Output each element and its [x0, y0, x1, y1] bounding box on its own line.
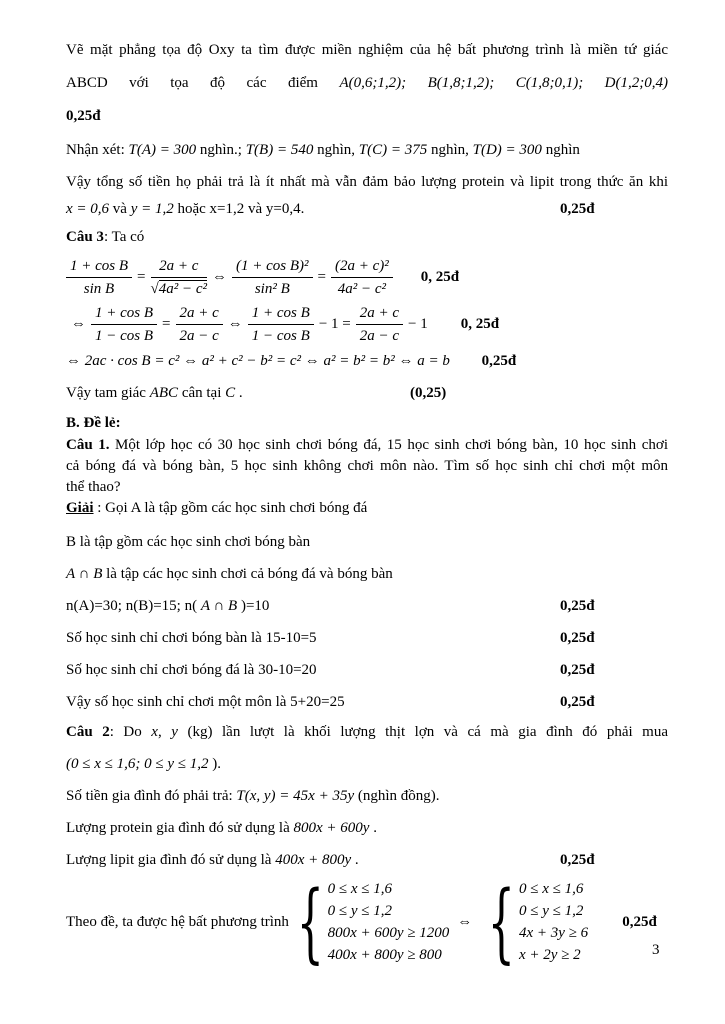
- text-segment: y = 1,2: [130, 201, 174, 217]
- radical-sign: √: [150, 281, 159, 297]
- text-segment: .: [351, 852, 359, 868]
- text-segment: y: [171, 724, 178, 740]
- fraction-numerator: 1 + cos B: [248, 304, 314, 325]
- cau1-bongda-line: [66, 660, 668, 680]
- inequality-line: 800x + 600y ≥ 1200: [327, 925, 450, 941]
- text-segment: cả bóng đá và bóng bàn, 5 học sinh không chơi môn nào. Tìm số học sinh chỉ chơi một môn: [66, 458, 668, 474]
- text-segment: là tập các học sinh chơi cả bóng đá và bóng bàn: [102, 566, 393, 582]
- text-segment: ⇔: [301, 353, 324, 369]
- cau2-line2: [66, 754, 668, 774]
- inequality-line: 0 ≤ y ≤ 1,2: [519, 903, 584, 919]
- text-segment: T(C) = 375: [358, 142, 428, 158]
- score-badge: 0, 25đ: [420, 269, 460, 285]
- fraction: [66, 257, 132, 298]
- inequality-line: 4x + 3y ≥ 6: [519, 925, 589, 941]
- system-right: [486, 872, 589, 973]
- cau1-counts-line: [66, 596, 668, 616]
- text-segment: n(A)=30; n(B)=15; n(: [66, 598, 201, 614]
- theode-label: Theo đề, ta được hệ bất phương trình: [66, 914, 289, 930]
- text-segment: Câu 1.: [66, 437, 110, 453]
- cau1-line3: [66, 477, 668, 498]
- fraction-numerator: 2a + c: [356, 304, 403, 325]
- score-badge: 0,25đ: [560, 201, 595, 217]
- score-badge: 0,25đ: [66, 108, 101, 124]
- text-segment: ⇔: [179, 353, 202, 369]
- inequality-line: 0 ≤ y ≤ 1,2: [327, 903, 392, 919]
- system-left-lines: [328, 880, 450, 965]
- cau3-row3-expression: [66, 353, 450, 369]
- score-badge: 0,25đ: [560, 630, 595, 646]
- fraction-numerator: (1 + cos B)²: [232, 257, 313, 278]
- cau3-equation-row3: [66, 351, 668, 371]
- fraction-numerator: 2a + c: [176, 304, 223, 325]
- text-segment: nghìn: [541, 142, 580, 158]
- cau3-conclusion-text: [66, 385, 243, 401]
- cau1-motmon-line: [66, 692, 668, 712]
- cau1-set-anb-line: [66, 564, 668, 584]
- vay-tong-line1: [66, 172, 668, 192]
- text-segment: ).: [208, 756, 221, 772]
- score-badge: 0,25đ: [622, 914, 657, 930]
- text-segment: C: [225, 385, 236, 401]
- inequality-line: 0 ≤ x ≤ 1,6: [327, 881, 392, 897]
- text-segment: ABCD với tọa độ các điểm: [66, 75, 340, 91]
- fraction: [248, 304, 314, 345]
- system-right-lines: [519, 880, 588, 965]
- inequality-line: x + 2y ≥ 2: [519, 947, 581, 963]
- score-badge: 0,25đ: [560, 662, 595, 678]
- text-segment: và: [109, 201, 131, 217]
- text-segment: Vẽ mặt phẳng tọa độ Oxy ta tìm được miền nghiệm của hệ bất phương trình là miền tứ giác: [66, 42, 668, 58]
- iff-arrow: ⇔: [212, 269, 228, 285]
- equals-sign: =: [137, 269, 146, 285]
- text-segment: Vậy số học sinh chỉ chơi một môn là 5+20=25: [66, 694, 345, 710]
- text-segment: Lượng lipit gia đình đó sử dụng là: [66, 852, 276, 868]
- fraction-numerator: 1 + cos B: [66, 257, 132, 278]
- system-left: [295, 872, 450, 973]
- text-segment: nghìn.;: [196, 142, 246, 158]
- cau1-set-b-line: [66, 532, 668, 552]
- text-segment: B là tập gồm các học sinh chơi bóng bàn: [66, 534, 311, 550]
- cau1-bongban-text: [66, 630, 317, 646]
- text-segment: nghìn,: [427, 142, 473, 158]
- score-badge: 0,25đ: [560, 598, 595, 614]
- text-segment: Câu 2: [66, 724, 110, 740]
- text-segment: x: [151, 724, 158, 740]
- cau2-protein-line: [66, 818, 668, 838]
- score-badge: (0,25): [410, 385, 447, 401]
- text-segment: : Ta có: [103, 229, 145, 245]
- text-segment: )=10: [237, 598, 270, 614]
- fraction: [232, 257, 313, 298]
- fraction-numerator: 1 + cos B: [91, 304, 157, 325]
- fraction-denominator: 1 − cos B: [95, 328, 154, 344]
- paragraph-mien-nghiem-line1: [66, 40, 668, 60]
- cau3-heading: [66, 227, 668, 247]
- radicand: 4a² − c²: [158, 281, 208, 297]
- text-segment: Nhận xét:: [66, 142, 129, 158]
- section-b-title: B. Đề lẻ:: [66, 415, 121, 431]
- text-segment: a² + c² − b² = c²: [201, 353, 302, 369]
- vay-tong-line2: [66, 199, 668, 219]
- inequality-line: 400x + 800y ≥ 800: [327, 947, 442, 963]
- fraction-denominator: sin² B: [254, 281, 290, 297]
- fraction-numerator: 2a + c: [151, 257, 208, 278]
- section-b-heading: [66, 413, 668, 433]
- left-brace: {: [296, 872, 324, 973]
- text-segment: 400x + 800y: [275, 852, 352, 868]
- fraction-denominator: [151, 278, 208, 298]
- equals-sign: =: [317, 269, 327, 285]
- cau2-lipit-text: [66, 852, 359, 868]
- minus-one-equals: − 1 =: [318, 316, 351, 332]
- score-line-1: [66, 106, 668, 126]
- score-badge: 0,25đ: [481, 353, 517, 369]
- text-segment: Số học sinh chỉ chơi bóng bàn là 15-10=5: [66, 630, 317, 646]
- cau1-line1: [66, 435, 668, 456]
- cau1-motmon-text: [66, 694, 345, 710]
- page-number: 3: [652, 942, 660, 958]
- text-segment: a = b: [417, 353, 450, 369]
- fraction: [356, 304, 403, 345]
- left-brace: {: [487, 872, 516, 973]
- text-segment: 800x + 600y: [293, 820, 370, 836]
- text-segment: Vậy tam giác: [66, 385, 150, 401]
- cau1-counts-text: [66, 598, 269, 614]
- text-segment: A ∩ B: [66, 566, 103, 582]
- cau1-giai-line: [66, 498, 668, 519]
- text-segment: hoặc x=1,2 và y=0,4.: [173, 201, 305, 217]
- text-segment: cân tại: [178, 385, 226, 401]
- minus-one: − 1: [408, 316, 428, 332]
- fraction: [91, 304, 157, 345]
- text-segment: : Gọi A là tập gồm các học sinh chơi bóng đá: [93, 500, 368, 516]
- text-segment: T(x, y) = 45x + 35y: [236, 788, 355, 804]
- cau2-line1: [66, 722, 668, 742]
- text-segment: Một lớp học có 30 học sinh chơi bóng đá, 15 học sinh chơi bóng bàn, 10 học sinh chơi: [109, 437, 668, 453]
- cau2-lipit-line: [66, 850, 668, 870]
- text-segment: ,: [157, 724, 172, 740]
- cau3-conclusion: [66, 383, 668, 403]
- cau3-equation-row1: [66, 257, 668, 298]
- text-segment: : Do: [109, 724, 152, 740]
- cau2-theode-row: [66, 872, 668, 973]
- text-segment: a² = b² = b²: [323, 353, 395, 369]
- text-segment: T(A) = 300: [128, 142, 197, 158]
- nhan-xet-line: [66, 140, 668, 160]
- text-segment: (kg) lần lượt là khối lượng thịt lợn và cá mà gia đình đó phải mua: [177, 724, 669, 740]
- fraction-numerator: (2a + c)²: [331, 257, 393, 278]
- text-segment: .: [369, 820, 377, 836]
- fraction-denominator: 2a − c: [359, 328, 400, 344]
- cau1-bongda-text: [66, 662, 317, 678]
- text-segment: T(B) = 540: [245, 142, 314, 158]
- text-segment: Câu 3: [66, 229, 104, 245]
- fraction-denominator: sin B: [83, 281, 115, 297]
- text-segment: Số học sinh chỉ chơi bóng đá là 30-10=20: [66, 662, 317, 678]
- text-segment: (nghìn đồng).: [354, 788, 440, 804]
- score-badge: 0, 25đ: [460, 316, 500, 332]
- text-segment: (0 ≤ x ≤ 1,6; 0 ≤ y ≤ 1,2: [66, 756, 209, 772]
- vay-tong-line2-text: [66, 201, 304, 217]
- iff-arrow: ⇔: [457, 914, 473, 930]
- fraction: [331, 257, 393, 298]
- text-segment: A ∩ B: [200, 598, 238, 614]
- fraction: [151, 257, 208, 298]
- iff-arrow: ⇔: [71, 316, 86, 332]
- iff-arrow: ⇔: [227, 316, 243, 332]
- equals-sign: =: [162, 316, 171, 332]
- text-segment: .: [235, 385, 243, 401]
- text-segment: thể thao?: [66, 479, 121, 495]
- text-segment: ⇔: [66, 353, 85, 369]
- fraction-denominator: 1 − cos B: [251, 328, 310, 344]
- inequality-line: 0 ≤ x ≤ 1,6: [519, 881, 584, 897]
- score-badge: 0,25đ: [560, 852, 595, 868]
- text-segment: Giải: [66, 500, 94, 516]
- text-segment: ABC: [149, 385, 179, 401]
- text-segment: Lượng protein gia đình đó sử dụng là: [66, 820, 294, 836]
- paragraph-mien-nghiem-line2: [66, 73, 668, 93]
- cau2-sotien-line: [66, 786, 668, 806]
- fraction-denominator: 2a − c: [179, 328, 219, 344]
- cau3-equation-row2: [66, 304, 668, 345]
- text-segment: A(0,6;1,2); B(1,8;1,2); C(1,8;0,1); D(1,2;0,4): [339, 75, 668, 91]
- text-segment: x = 0,6: [66, 201, 110, 217]
- text-segment: nghìn,: [313, 142, 359, 158]
- text-segment: Vậy tổng số tiền họ phải trả là ít nhất mà vẫn đảm bảo lượng protein và lipit trong thức ăn khi: [66, 174, 668, 190]
- fraction: [176, 304, 223, 345]
- fraction-denominator: 4a² − c²: [337, 281, 387, 297]
- text-segment: Số tiền gia đình đó phải trả:: [66, 788, 237, 804]
- text-segment: ⇔: [394, 353, 418, 369]
- text-segment: T(D) = 300: [472, 142, 542, 158]
- cau1-bongban-line: [66, 628, 668, 648]
- cau1-line2: [66, 456, 668, 477]
- text-segment: 2ac · cos B = c²: [84, 353, 180, 369]
- score-badge: 0,25đ: [560, 694, 595, 710]
